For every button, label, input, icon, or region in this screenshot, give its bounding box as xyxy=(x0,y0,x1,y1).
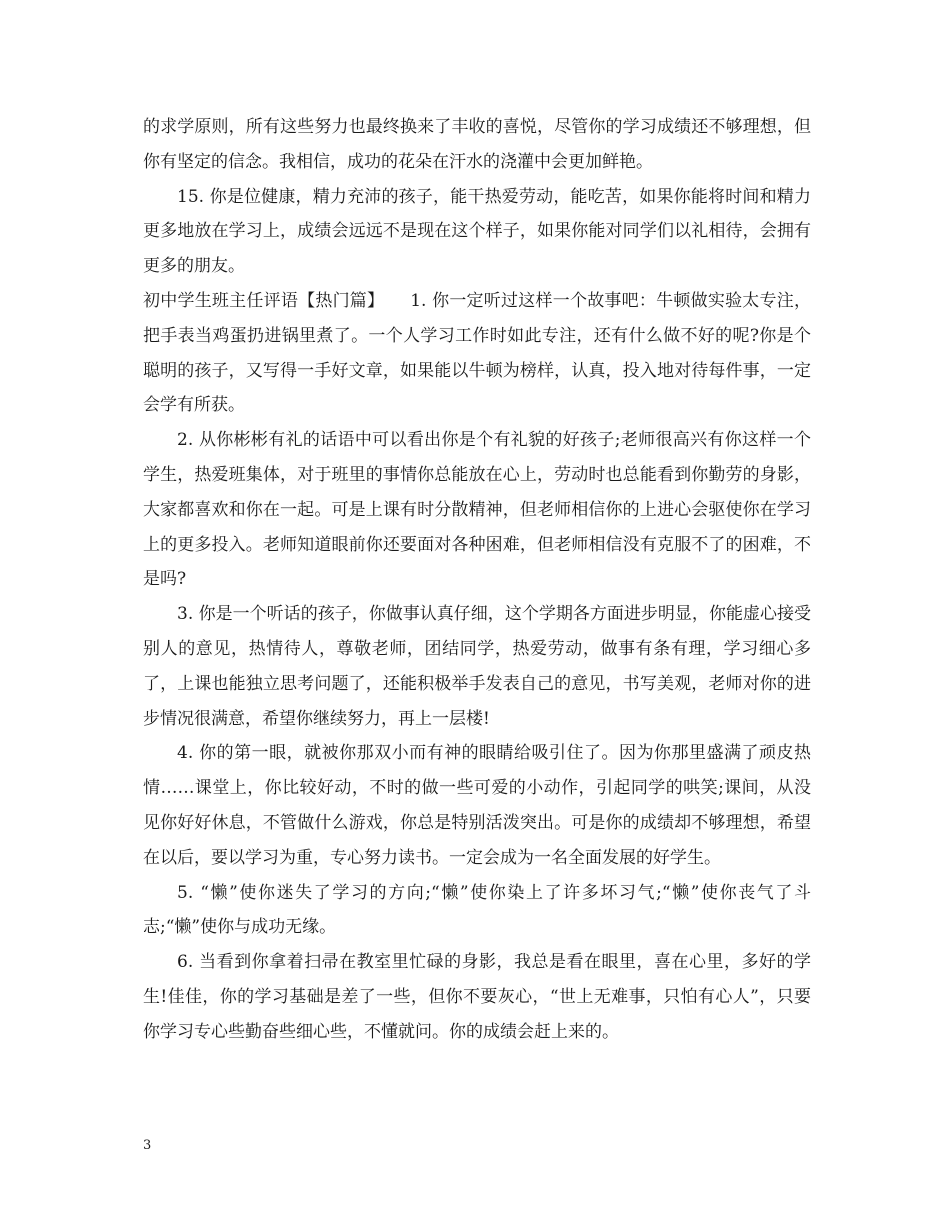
paragraph-comment-6: 6. 当看到你拿着扫帚在教室里忙碌的身影，我总是看在眼里，喜在心里，多好的学生!佳佳，你的学习基础是差了一些，但你不要灰心，“世上无难事，只怕有心人”，只要你学习专心些勤奋些细心些，不懂就问。你的成绩会赶上来的。 xyxy=(143,952,811,1042)
page-number: 3 xyxy=(143,1138,152,1153)
paragraph-continuation: 的求学原则，所有这些努力也最终换来了丰收的喜悦，尽管你的学习成绩还不够理想，但你有坚定的信念。我相信，成功的花朵在汗水的浇灌中会更加鲜艳。 xyxy=(143,117,811,172)
paragraph-section-heading-comment-1: 初中学生班主任评语【热门篇】 1. 你一定听过这样一个故事吧：牛顿做实验太专注，把手表当鸡蛋扔进锅里煮了。一个人学习工作时如此专注，还有什么做不好的呢?你是个聪明的孩子，又写得一手好文章，如果能以牛顿为榜样，认真，投入地对待每件事，一定会学有所获。 xyxy=(143,290,811,416)
paragraph-comment-5: 5. “懒”使你迷失了学习的方向;“懒”使你染上了许多坏习气;“懒”使你丧气了斗志;“懒”使你与成功无缘。 xyxy=(143,882,811,938)
paragraph-comment-4: 4. 你的第一眼，就被你那双小而有神的眼睛给吸引住了。因为你那里盛满了顽皮热情……课堂上，你比较好动，不时的做一些可爱的小动作，引起同学的哄笑;课间，从没见你好好休息，不管做什么游戏，你总是特别活泼突出。可是你的成绩却不够理想，希望在以后，要以学习为重，专心努力读书。一定会成为一名全面发展的好学生。 xyxy=(143,743,811,868)
paragraph-comment-3: 3. 你是一个听话的孩子，你做事认真仔细，这个学期各方面进步明显，你能虚心接受别人的意见，热情待人，尊敬老师，团结同学，热爱劳动，做事有条有理，学习细心多了，上课也能独立思考问题了，还能积极举手发表自己的意见，书写美观，老师对你的进步情况很满意，希望你继续努力，再上一层楼! xyxy=(143,604,811,729)
document-body xyxy=(143,110,811,1050)
paragraph-comment-2: 2. 从你彬彬有礼的话语中可以看出你是个有礼貌的好孩子;老师很高兴有你这样一个学生，热爱班集体，对于班里的事情你总能放在心上，劳动时也总能看到你勤劳的身影，大家都喜欢和你在一起。可是上课有时分散精神，但老师相信你的上进心会驱使你在学习上的更多投入。老师知道眼前你还要面对各种困难，但老师相信没有克服不了的困难，不是吗? xyxy=(143,430,811,590)
paragraph-comment-15: 15. 你是位健康，精力充沛的孩子，能干热爱劳动，能吃苦，如果你能将时间和精力更多地放在学习上，成绩会远远不是现在这个样子，如果你能对同学们以礼相待，会拥有更多的朋友。 xyxy=(143,186,811,277)
